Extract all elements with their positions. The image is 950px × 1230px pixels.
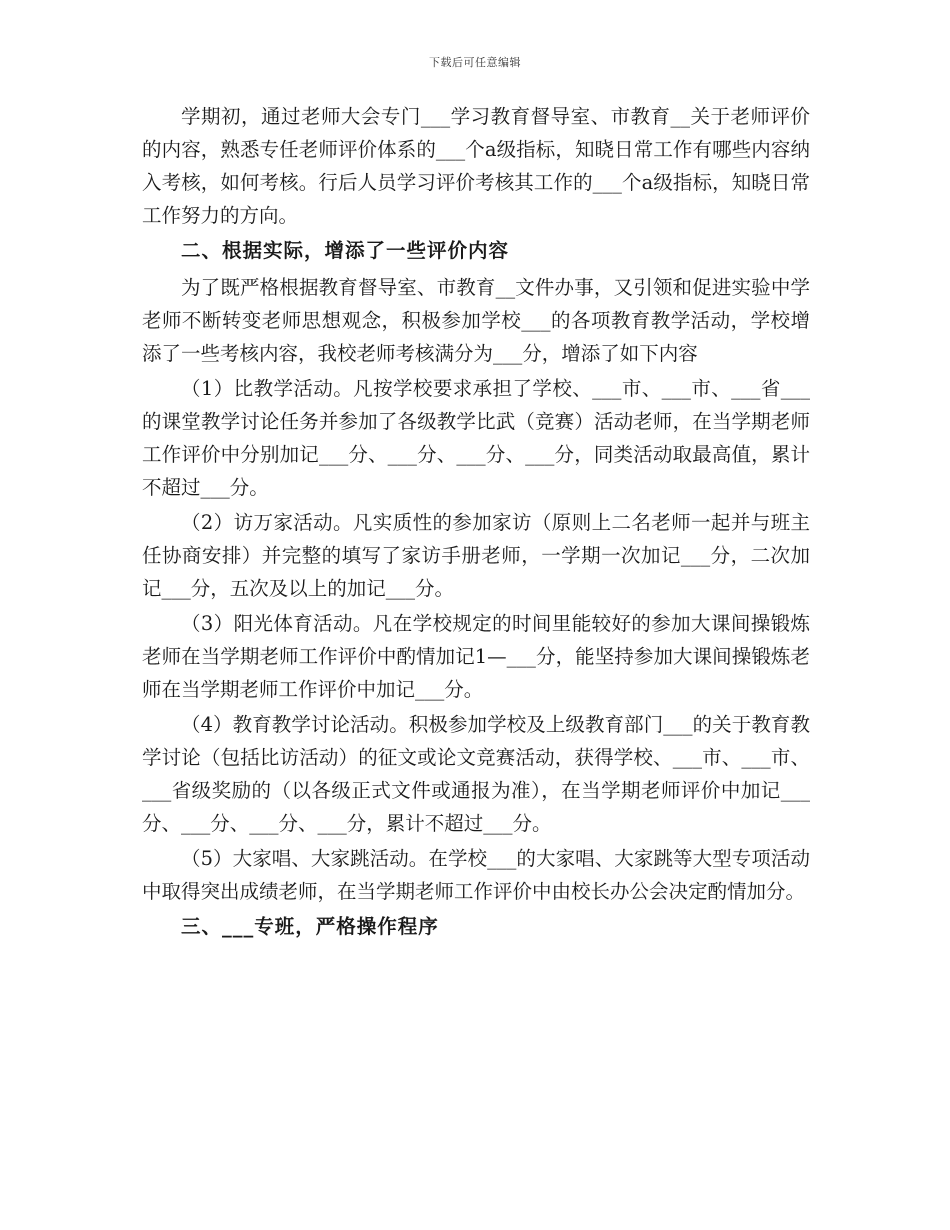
paragraph-item-3: （3）阳光体育活动。凡在学校规定的时间里能较好的参加大课间操锻炼老师在当学期老师工作评价中酌情加记1—___分，能坚持参加大课间操锻炼老师在当学期老师工作评价中加记___分。 [142, 612, 810, 701]
paragraph-item-1: （1）比教学活动。凡按学校要求承担了学校、___市、___市、___省___的课堂教学讨论任务并参加了各级教学比武（竞赛）活动老师，在当学期老师工作评价中分别加记___分、___分、___分、___分，同类活动取最高值，累计不超过___分。 [142, 377, 810, 499]
section-heading-3: 三、___专班，严格操作程序 [181, 915, 439, 938]
paragraph-intro: 学期初，通过老师大会专门___学习教育督导室、市教育__关于老师评价的内容，熟悉专任老师评价体系的___个a级指标，知晓日常工作有哪些内容纳入考核，如何考核。行后人员学习评价考核其工作的___个a级指标，知晓日常工作努力的方向。 [142, 105, 810, 227]
paragraph-item-5: （5）大家唱、大家跳活动。在学校___的大家唱、大家跳等大型专项活动中取得突出成绩老师，在当学期老师工作评价中由校长办公会决定酌情加分。 [142, 847, 810, 903]
paragraph-item-4: （4）教育教学讨论活动。积极参加学校及上级教育部门___的关于教育教学讨论（包括比访活动）的征文或论文竞赛活动，获得学校、___市、___市、___省级奖励的（以各级正式文件或通报为准），在当学期老师评价中加记___分、___分、___分、___分，累计不超过___分。 [142, 713, 810, 835]
page-header: 下载后可任意编辑 [429, 56, 521, 69]
document-body [142, 100, 810, 947]
paragraph-section-2-intro: 为了既严格根据教育督导室、市教育__文件办事，又引领和促进实验中学老师不断转变老师思想观念，积极参加学校___的各项教育教学活动，学校增添了一些考核内容，我校老师考核满分为___分，增添了如下内容 [142, 276, 810, 365]
section-heading-2: 二、根据实际，增添了一些评价内容 [181, 239, 510, 262]
paragraph-item-2: （2）访万家活动。凡实质性的参加家访（原则上二名老师一起并与班主任协商安排）并完整的填写了家访手册老师，一学期一次加记___分，二次加记___分，五次及以上的加记___分。 [142, 511, 810, 600]
